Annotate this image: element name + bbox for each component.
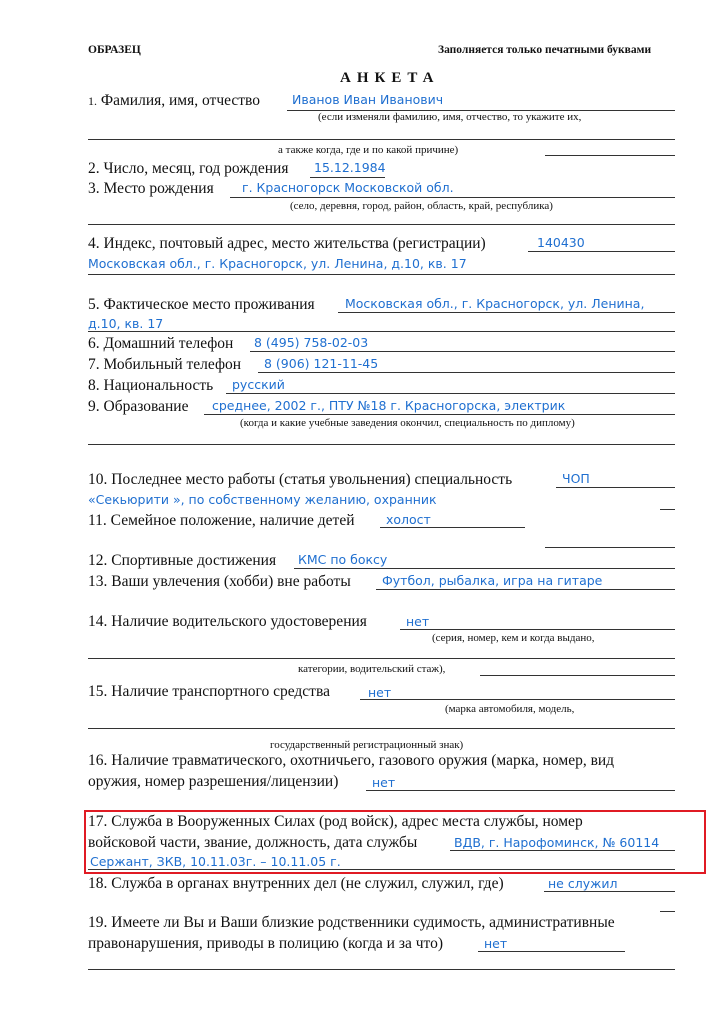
answer-9-line: [204, 414, 675, 415]
answer-17-a[interactable]: ВДВ, г. Нарофоминск, № 60114: [454, 835, 660, 850]
answer-6[interactable]: 8 (495) 758-02-03: [254, 335, 369, 350]
question-2: 2. Число, месяц, год рождения: [88, 160, 289, 177]
answer-19-line: [478, 951, 625, 952]
question-7: 7. Мобильный телефон: [88, 356, 242, 373]
hint-14a: (серия, номер, кем и когда выдано,: [432, 632, 595, 644]
answer-4-line: [528, 251, 675, 252]
answer-5-line-1[interactable]: Московская обл., г. Красногорск, ул. Ленина,: [345, 296, 645, 311]
blank-line: [88, 728, 675, 729]
blank-line: [88, 658, 675, 659]
blank-line: [88, 139, 675, 140]
answer-13[interactable]: Футбол, рыбалка, игра на гитаре: [382, 573, 603, 588]
answer-15[interactable]: нет: [368, 685, 392, 700]
answer-12-line: [294, 568, 675, 569]
answer-8[interactable]: русский: [232, 377, 285, 392]
blank-line: [88, 224, 675, 225]
answer-11-line: [380, 527, 525, 528]
question-3: 3. Место рождения: [88, 180, 214, 197]
hint-3: (село, деревня, город, район, область, край, республика): [290, 200, 553, 212]
answer-8-line: [226, 393, 675, 394]
answer-16[interactable]: нет: [372, 775, 396, 790]
answer-11[interactable]: холост: [386, 512, 431, 527]
answer-5-line-2[interactable]: д.10, кв. 17: [88, 316, 164, 331]
question-19-line-2: правонарушения, приводы в полицию (когда и за что): [88, 935, 443, 952]
question-17-line-2: войсковой части, звание, должность, дата службы: [88, 834, 418, 851]
answer-7-line: [258, 372, 675, 373]
answer-15-line: [360, 699, 675, 700]
answer-17-line: [450, 850, 675, 851]
answer-14-line: [400, 629, 675, 630]
answer-14[interactable]: нет: [406, 614, 430, 629]
question-14: 14. Наличие водительского удостоверения: [88, 613, 367, 630]
answer-9[interactable]: среднее, 2002 г., ПТУ №18 г. Красногорска, электрик: [212, 398, 566, 413]
answer-18[interactable]: не служил: [548, 876, 618, 891]
hint-1a: (если изменяли фамилию, имя, отчество, то укажите их,: [318, 111, 582, 123]
answer-7[interactable]: 8 (906) 121-11-45: [264, 356, 379, 371]
answer-5-underline-2: [88, 331, 675, 332]
answer-16-line: [366, 790, 675, 791]
form-title: АНКЕТА: [340, 70, 440, 86]
question-6: 6. Домашний телефон: [88, 335, 234, 352]
blank-line: [88, 969, 675, 970]
question-1-number: 1.: [88, 94, 97, 108]
answer-2[interactable]: 15.12.1984: [314, 160, 386, 175]
hint-14b: категории, водительский стаж),: [298, 663, 446, 675]
question-1: [88, 92, 260, 110]
question-16-line-1: 16. Наличие травматического, охотничьего, газового оружия (марка, номер, вид: [88, 752, 615, 769]
answer-3[interactable]: г. Красногорск Московской обл.: [242, 180, 454, 195]
answer-13-line: [376, 589, 675, 590]
hint-15a: (марка автомобиля, модель,: [445, 703, 575, 715]
question-8: 8. Национальность: [88, 377, 214, 394]
answer-1[interactable]: Иванов Иван Иванович: [292, 92, 444, 107]
question-19-line-1: 19. Имеете ли Вы и Ваши близкие родственники судимость, административные: [88, 914, 615, 931]
question-18: 18. Служба в органах внутренних дел (не служил, служил, где): [88, 875, 504, 892]
blank-line: [545, 547, 675, 548]
question-16-line-2: оружия, номер разрешения/лицензии): [88, 773, 339, 790]
answer-10-line-2: [660, 509, 675, 510]
answer-3-line: [230, 197, 675, 198]
answer-10-b[interactable]: «Секьюрити », по собственному желанию, охранник: [88, 492, 437, 507]
question-12: 12. Спортивные достижения: [88, 552, 277, 569]
hint-9: (когда и какие учебные заведения окончил, специальность по диплому): [240, 417, 575, 429]
blank-line: [660, 911, 675, 912]
print-note: Заполняется только печатными буквами: [438, 44, 652, 56]
sample-label: ОБРАЗЕЦ: [88, 44, 141, 56]
answer-4-index[interactable]: 140430: [537, 235, 585, 250]
answer-4-address[interactable]: Московская обл., г. Красногорск, ул. Ленина, д.10, кв. 17: [88, 256, 467, 271]
question-10: 10. Последнее место работы (статья увольнения) специальность: [88, 471, 513, 488]
answer-10-a[interactable]: ЧОП: [562, 471, 590, 486]
blank-line: [545, 155, 675, 156]
question-15: 15. Наличие транспортного средства: [88, 683, 330, 700]
answer-17-line-2: [88, 869, 675, 870]
question-1-label: Фамилия, имя, отчество: [100, 92, 260, 109]
answer-12[interactable]: КМС по боксу: [298, 552, 388, 567]
answer-4-line-2: [88, 274, 675, 275]
answer-5-underline: [338, 312, 675, 313]
answer-17-b[interactable]: Сержант, ЗКВ, 10.11.03г. – 10.11.05 г.: [90, 854, 341, 869]
answer-10-line: [556, 487, 675, 488]
question-13: 13. Ваши увлечения (хобби) вне работы: [88, 573, 351, 590]
hint-1b: а также когда, где и по какой причине): [278, 144, 459, 156]
answer-18-line: [544, 891, 675, 892]
question-5: 5. Фактическое место проживания: [88, 296, 315, 313]
question-17-line-1: 17. Служба в Вооруженных Силах (род войск), адрес места службы, номер: [88, 813, 583, 830]
question-9: 9. Образование: [88, 398, 189, 415]
answer-2-line: [310, 177, 385, 178]
blank-line: [88, 444, 675, 445]
question-4: 4. Индекс, почтовый адрес, место жительства (регистрации): [88, 235, 486, 252]
answer-19[interactable]: нет: [484, 936, 508, 951]
question-11: 11. Семейное положение, наличие детей: [88, 512, 355, 529]
blank-line: [480, 675, 675, 676]
answer-6-line: [250, 351, 675, 352]
hint-15b: государственный регистрационный знак): [270, 739, 464, 751]
